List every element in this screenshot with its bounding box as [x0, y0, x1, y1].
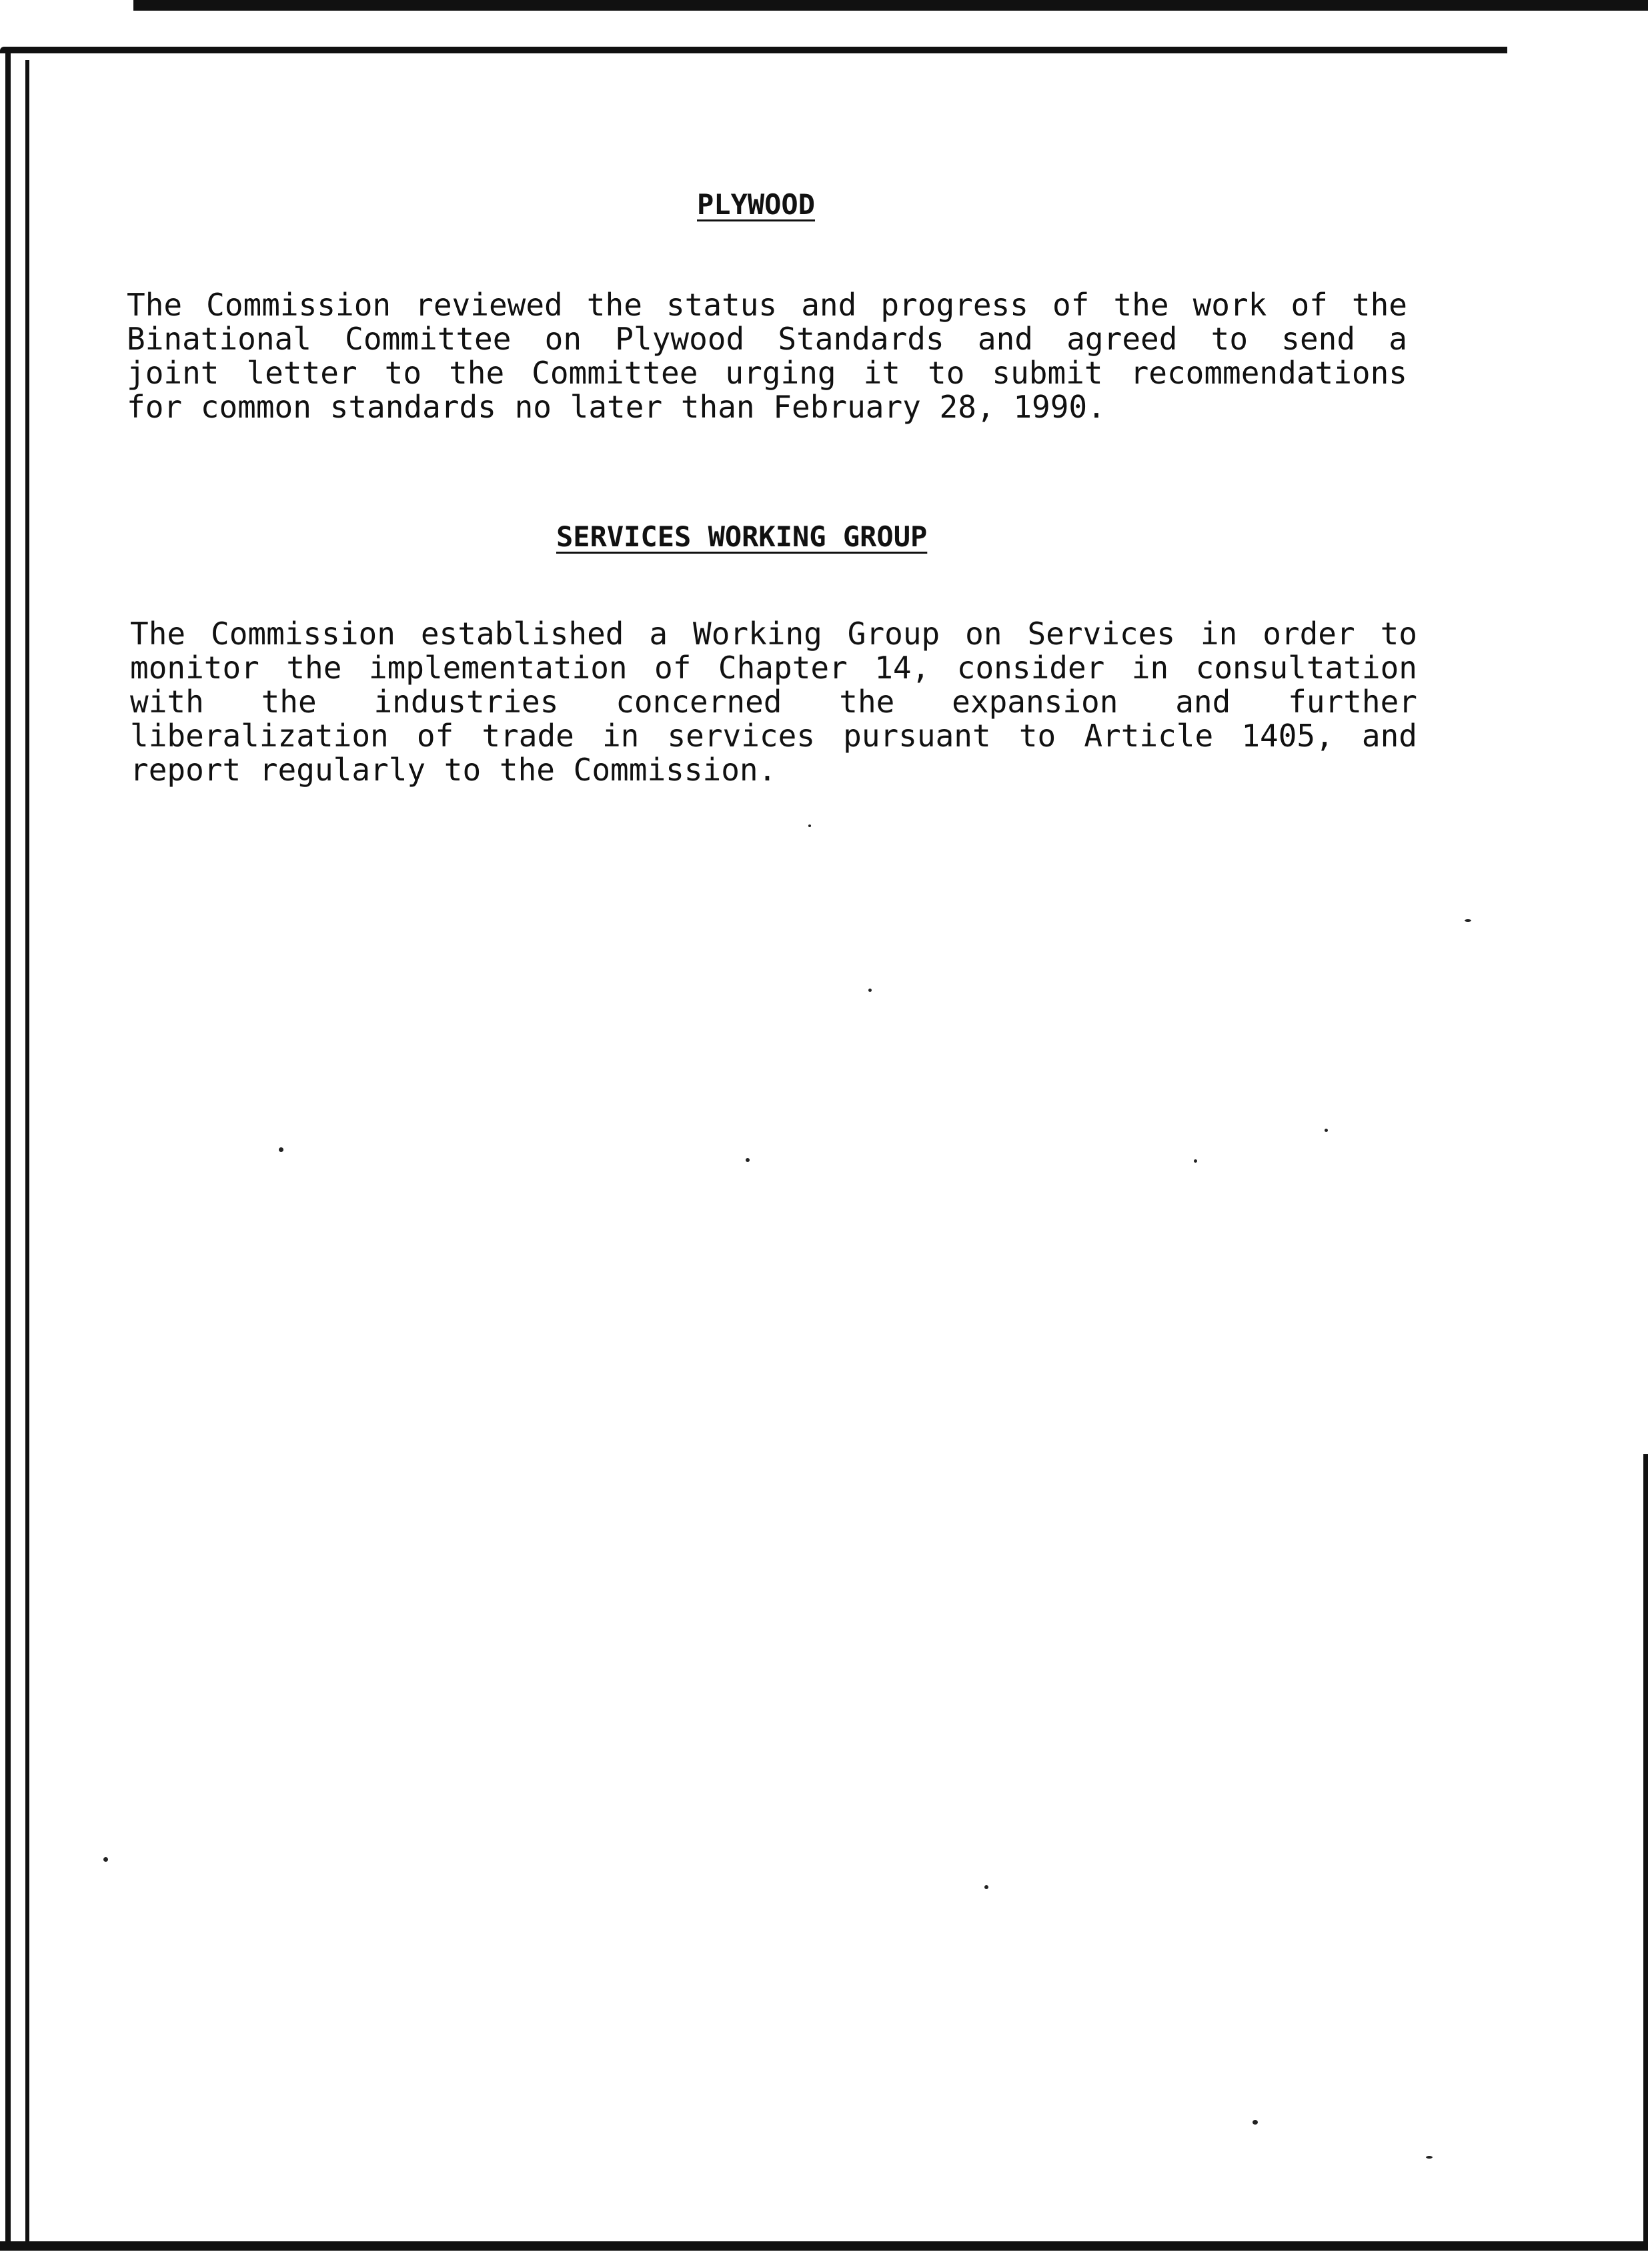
- scan-speck: [1325, 1129, 1328, 1132]
- paragraph-line: joint letter to the Committee urging it to submit recommendations: [127, 355, 1407, 391]
- scan-speck: [1465, 919, 1471, 922]
- scan-speck: [1426, 2156, 1433, 2159]
- paragraph-line: for common standards no later than February 28, 1990.: [127, 389, 1106, 425]
- border-left-outer-rule: [5, 53, 11, 2248]
- scan-speck: [1253, 2120, 1258, 2125]
- border-left-inner-rule: [25, 60, 29, 2241]
- scan-top-edge: [133, 0, 1648, 11]
- scan-speck: [746, 1158, 750, 1162]
- section-heading-services-working-group: SERVICES WORKING GROUP: [556, 520, 928, 553]
- paragraph-line: liberalization of trade in services pursuant to Article 1405, and: [130, 718, 1417, 754]
- scan-speck: [984, 1885, 988, 1889]
- paragraph-line: with the industries concerned the expansion and further: [130, 684, 1417, 720]
- border-right-rule: [1643, 1454, 1648, 2248]
- paragraph-line: monitor the implementation of Chapter 14, consider in consultation: [130, 650, 1417, 686]
- section-paragraph-plywood: [127, 288, 1407, 424]
- paragraph-line: The Commission established a Working Group on Services in order to: [130, 616, 1417, 652]
- paragraph-line: Binational Committee on Plywood Standards and agreed to send a: [127, 321, 1407, 357]
- scan-speck: [808, 824, 811, 827]
- section-paragraph-services-working-group: [130, 617, 1417, 787]
- border-bottom-rule: [0, 2241, 1648, 2251]
- scan-speck: [279, 1147, 283, 1152]
- section-heading-plywood: PLYWOOD: [697, 188, 816, 221]
- scan-speck: [1194, 1159, 1197, 1163]
- scan-speck: [103, 1857, 108, 1862]
- border-top-rule: [0, 47, 1507, 53]
- paragraph-line: report regularly to the Commission.: [130, 752, 777, 788]
- scan-speck: [868, 989, 872, 992]
- paragraph-line: The Commission reviewed the status and progress of the work of the: [127, 287, 1407, 323]
